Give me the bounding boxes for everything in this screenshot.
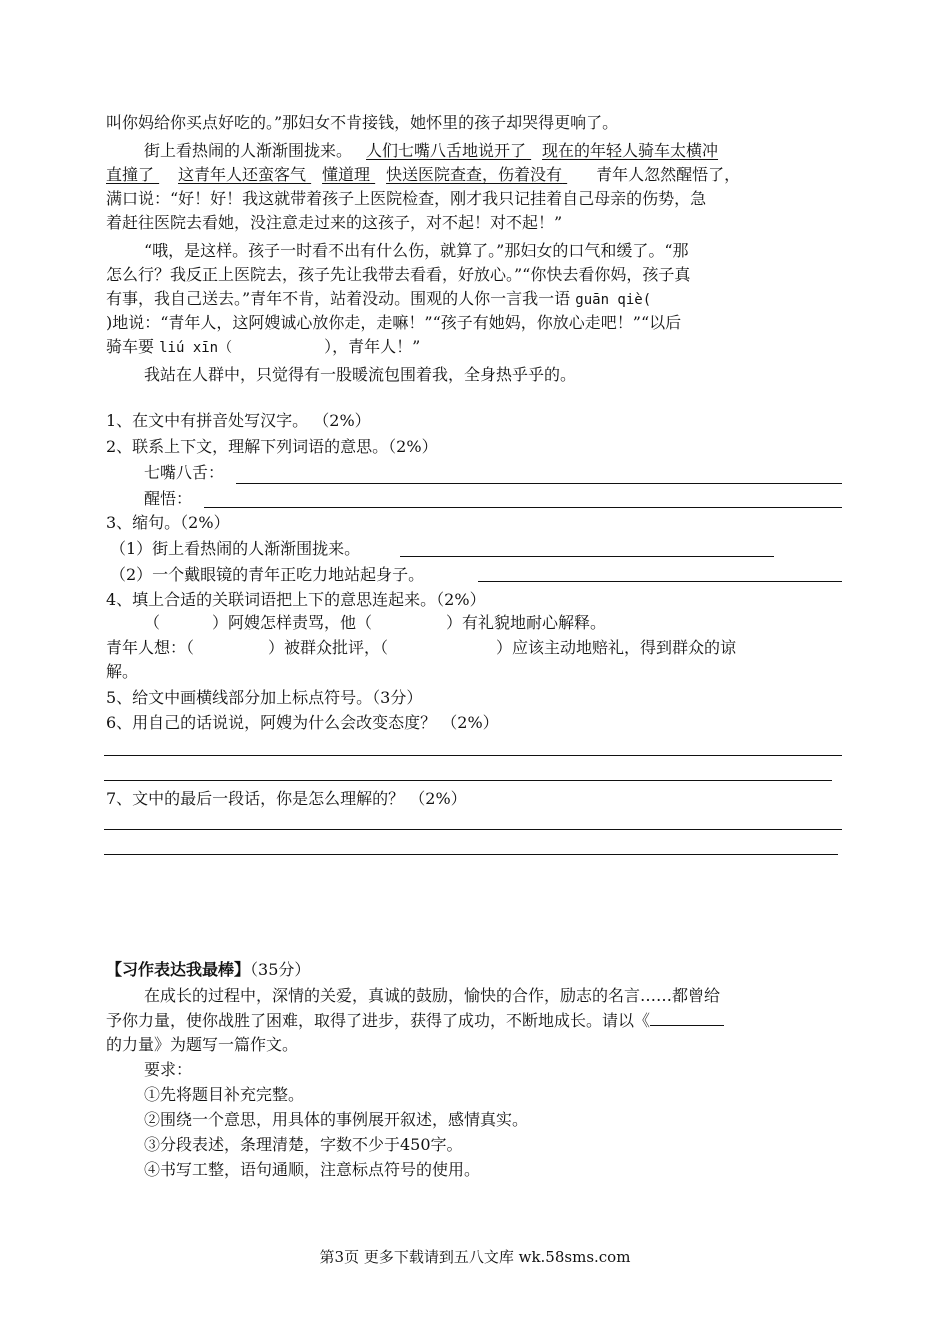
title-blank[interactable] xyxy=(650,1009,724,1026)
passage-text: ），青年人！” xyxy=(324,337,421,356)
underlined-text: 懂道理 xyxy=(322,165,371,184)
question-5: 5、给文中画横线部分加上标点符号。（3分） xyxy=(106,688,423,707)
passage-line xyxy=(106,163,846,187)
paren-open: （ xyxy=(144,613,161,632)
answer-line[interactable] xyxy=(104,829,842,830)
answer-line[interactable] xyxy=(104,780,832,781)
essay-heading xyxy=(106,958,846,982)
q4-line xyxy=(144,611,846,635)
question-6: 6、用自己的话说说，阿嫂为什么会改变态度？ （2%） xyxy=(106,713,499,732)
passage-line: )地说：“青年人，这阿嫂诚心放你走，走嘛！”“孩子有她妈，你放心走吧！”“以后 xyxy=(106,313,682,332)
q2-word-label: 醒悟： xyxy=(144,489,193,508)
essay-requirement: ①先将题目补充完整。 xyxy=(144,1085,305,1104)
passage-line xyxy=(106,335,846,360)
underlined-text: 这青年人还蛮客气 xyxy=(178,165,307,184)
passage-line: 叫你妈给你买点好吃的。”那妇女不肯接钱，她怀里的孩子却哭得更响了。 xyxy=(106,113,619,132)
essay-requirement: ②围绕一个意思，用具体的事例展开叙述，感情真实。 xyxy=(144,1110,529,1129)
pinyin-blank: guān qiè( xyxy=(575,292,652,308)
essay-score: （35分） xyxy=(250,960,311,979)
question-7: 7、文中的最后一段话，你是怎么理解的？ （2%） xyxy=(106,789,467,808)
q4-text: ）阿嫂怎样责骂，他（ xyxy=(212,613,373,632)
passage-line: “哦，是这样。孩子一时看不出有什么伤，就算了。”那妇女的口气和缓了。“那 xyxy=(144,241,689,260)
essay-intro-line: 的力量》为题写一篇作文。 xyxy=(106,1035,299,1054)
passage-line: 我站在人群中，只觉得有一股暖流包围着我，全身热乎乎的。 xyxy=(144,365,577,384)
essay-requirement: ④书写工整，语句通顺，注意标点符号的使用。 xyxy=(144,1160,481,1179)
passage-text: 青年人忽然醒悟了， xyxy=(596,165,741,184)
question-1: 1、在文中有拼音处写汉字。 （2%） xyxy=(106,411,371,430)
q3-item: （2）一个戴眼镜的青年正吃力地站起身子。 xyxy=(110,565,425,584)
answer-line[interactable] xyxy=(478,581,842,582)
q4-text: ）应该主动地赔礼，得到群众的谅 xyxy=(496,638,737,657)
question-2: 2、联系上下文，理解下列词语的意思。（2%） xyxy=(106,437,438,456)
answer-line[interactable] xyxy=(104,755,842,756)
essay-title: 【习作表达我最棒】 xyxy=(106,960,251,979)
q4-text: ）有礼貌地耐心解释。 xyxy=(446,613,607,632)
question-4: 4、填上合适的关联词语把上下的意思连起来。（2%） xyxy=(106,590,486,609)
underlined-text: 现在的年轻人骑车太横冲 xyxy=(542,141,719,160)
pinyin-blank: liú xīn（ xyxy=(159,340,233,356)
essay-intro-text: 予你力量，使你战胜了困难，取得了进步，获得了成功，不断地成长。请以《 xyxy=(106,1011,651,1030)
underlined-text: 快送医院查查，伤着没有 xyxy=(386,165,563,184)
essay-intro-line: 在成长的过程中，深情的关爱，真诚的鼓励，愉快的合作，励志的名言……都曾给 xyxy=(144,986,721,1005)
essay-requirement-label: 要求： xyxy=(144,1060,193,1079)
underlined-text: 直撞了 xyxy=(106,165,155,184)
underlined-text: 人们七嘴八舌地说开了 xyxy=(366,141,527,160)
passage-text: 有事，我自己送去。”青年不肯，站着没动。围观的人你一言我一语 xyxy=(106,289,571,308)
answer-line[interactable] xyxy=(236,483,842,484)
passage-line: 着赶往医院去看她，没注意走过来的这孩子，对不起！对不起！” xyxy=(106,213,563,232)
essay-intro-line xyxy=(106,1009,846,1033)
q4-text: ）被群众批评，（ xyxy=(268,638,389,657)
q4-line: 解。 xyxy=(106,662,139,681)
answer-line[interactable] xyxy=(104,854,838,855)
q3-item: （1）街上看热闹的人渐渐围拢来。 xyxy=(110,539,361,558)
essay-requirement: ③分段表述，条理清楚，字数不少于450字。 xyxy=(144,1135,463,1154)
q2-word-label: 七嘴八舌： xyxy=(144,463,225,482)
passage-line: 满口说：“好！好！我这就带着孩子上医院检查，刚才我只记挂着自己母亲的伤势，急 xyxy=(106,189,707,208)
q4-line xyxy=(106,636,846,660)
answer-line[interactable] xyxy=(400,556,774,557)
answer-line[interactable] xyxy=(204,507,842,508)
q4-text: 青年人想：（ xyxy=(106,638,195,657)
passage-line: 怎么行？我反正上医院去，孩子先让我带去看看，好放心。”“你快去看你妈，孩子真 xyxy=(106,265,691,284)
question-3: 3、缩句。（2%） xyxy=(106,513,230,532)
passage-line xyxy=(144,139,846,163)
passage-text: 街上看热闹的人渐渐围拢来。 xyxy=(144,141,353,160)
passage-text: 骑车要 xyxy=(106,337,155,356)
page-footer: 第3页 更多下载请到五八文库 wk.58sms.com xyxy=(319,1248,631,1266)
passage-line xyxy=(106,287,846,312)
